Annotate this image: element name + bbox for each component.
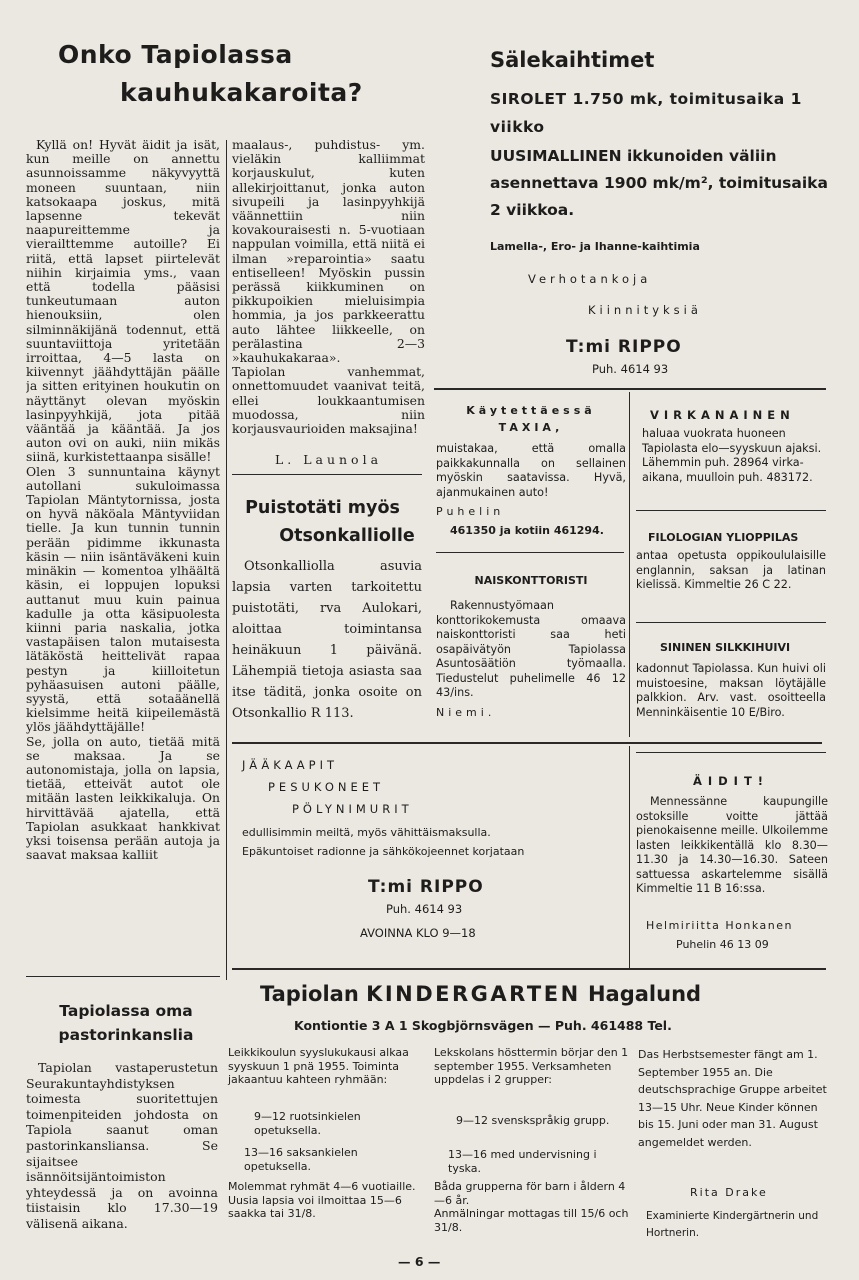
- ad-salekaihtimet-line3: Lamella-, Ero- ja Ihanne-kaihtimia: [490, 240, 700, 253]
- pastorinkanslia-title-line2: pastorinkanslia: [58, 1026, 194, 1044]
- divider: [26, 976, 220, 977]
- ad-naiskonttoristi-text: Rakennustyömaan konttorikokemusta omaava naiskonttoristi saa heti osapäivätyön Tapiolassa Asuntosäätiön työmaalla. Tiedustelut puhelimelle 46 12 43/ins.: [436, 599, 626, 699]
- ad-filologian-heading: FILOLOGIAN YLIOPPILAS: [648, 531, 799, 544]
- ad-jaakaapit-item2: PESUKONEET: [268, 780, 385, 794]
- ad-taxi-heading1: Käytettäessä: [466, 404, 596, 417]
- ad-taxi-phone-label: Puhelin: [436, 505, 505, 518]
- kindergarten-fi-intro: Leikkikoulun syyslukukausi alkaa syyskuun 1 pnä 1955. Toiminta jakaantuu kahteen ryhmään:: [228, 1046, 409, 1086]
- ad-aidit-phone: Puhelin 46 13 09: [676, 938, 769, 951]
- ad-naiskonttoristi-name: Niemi.: [436, 706, 496, 719]
- kindergarten-de-name: Rita Drake: [690, 1186, 768, 1199]
- kindergarten-de-title: Examinierte Kindergärtnerin und Hortnerin.: [646, 1210, 819, 1239]
- page-number: — 6 —: [398, 1254, 441, 1269]
- kindergarten-title: [260, 982, 701, 1006]
- ad-salekaihtimet-line2: UUSIMALLINEN ikkunoiden väliin asennettava 1900 mk/m², toimitusaika 2 viikkoa.: [490, 147, 828, 219]
- kindergarten-fi-group1: 9—12 ruotsinkielen opetuksella.: [254, 1110, 361, 1137]
- ad-taxi-heading2: TAXIA,: [498, 421, 564, 434]
- pastorinkanslia-text: Tapiolan vastaperustetun Seurakuntayhdistyksen toimesta suoritettujen toimenpiteiden johdosta on Tapiola saanut oman pastorinkansliansa. Se sijaitsee isännöitsijäntoimiston yhteydessä ja on avoinna tiistaisin klo 17.30—19 välisenä aikana.: [26, 1060, 218, 1231]
- divider: [636, 752, 826, 753]
- ad-aidit-text: Mennessänne kaupungille ostoksille voitte jättää pienokaisenne meille. Ulkoilemme lasten leikkikentällä klo 8.30—11.30 ja 14.30—16.30. Sateen sattuessa askartelemme sisällä Kimmeltie 11 B 16:ssa.: [636, 795, 828, 895]
- ad-jaakaapit-text2: Epäkuntoiset radionne ja sähkökojeennet korjataan: [242, 845, 525, 858]
- divider: [636, 622, 826, 623]
- ad-salekaihtimet-title: Sälekaihtimet: [490, 48, 655, 72]
- ad-salekaihtimet-company: T:mi RIPPO: [566, 337, 682, 357]
- divider: [436, 552, 624, 553]
- kindergarten-sv-outro: Båda grupperna för barn i åldern 4—6 år. Anmälningar mottagas till 15/6 och 31/8.: [434, 1180, 629, 1234]
- kindergarten-title-main: KINDERGARTEN: [366, 982, 581, 1006]
- kindergarten-title-post: Hagalund: [587, 982, 702, 1006]
- ad-salekaihtimet-kiinnityksia: Kiinnityksiä: [588, 303, 702, 317]
- ad-jaakaapit-item1: JÄÄKAAPIT: [242, 758, 338, 772]
- ad-virkanainen-text: haluaa vuokrata huoneen Tapiolasta elo—syyskuun ajaksi. Lähemmin puh. 28964 virka-aikana, muulloin puh. 483172.: [642, 427, 822, 484]
- ad-jaakaapit-item3: PÖLYNIMURIT: [292, 802, 413, 816]
- ad-naiskonttoristi-heading: NAISKONTTORISTI: [474, 574, 588, 587]
- article-title-line2: kauhukakaroita?: [120, 78, 363, 107]
- ad-aidit-heading: ÄIDIT!: [692, 774, 770, 788]
- ad-virkanainen-heading: VIRKANAINEN: [650, 408, 795, 422]
- column-divider: [629, 392, 630, 737]
- article-signature: L. Launola: [274, 452, 383, 467]
- ad-taxi-phones: 461350 ja kotiin 461294.: [450, 524, 604, 537]
- ad-salekaihtimet-verhotankoja: Verhotankoja: [528, 272, 652, 286]
- kindergarten-title-pre: Tapiolan: [260, 982, 359, 1006]
- article-column-1: Kyllä on! Hyvät äidit ja isät, kun meille on annettu asunnoissamme näkyvyyttä moneen suuntaan, niin katsokaapa joskus, mitä lapsenne tekevät naapureittemme ja vierailttemme autoille? Ei riitä, että lapset piirtelevät niihin kirjaimia yms., vaan että todella pääsisi tunkeutumaan auton hienouksiin, olen silminnäkijänä todennut, että suuntaviittoja yritetään irroittaa, 4—5 lasta on kiivennyt jäähdyttäjän päälle ja sitten erityinen houkutin on näyttänyt olevan myöskin lasinpyyhkijä, jota pitää vääntää ja kääntää. Ja jos auton ovi on auki, niin mikäs siinä, kurkistettaanpa sisälle! Olen 3 sunnuntaina käynyt autollani sukuloimassa Tapiolan Mäntytornissa, josta on hyvä näköala Mäntyviidan tielle. Ja kun tunnin tunnin perään pidimme ikkunasta käsin — niin isäntäväkeni kuin minäkin — komentoa ylhäältä käsin, ei loppujen lopuksi auttanut muu kuin painua kadulle ja otta käsipuolesta kiinni paria naskalia, jotka vastapäisen talon mutaisesta lätäköstä heittelivät rapaa pestyn ja kiilloitetun pyhäasuisen autoni päälle, syystä, että sotaäänellä kielsimme heitä kiipeilemästä ylös jäähdyttäjälle! Se, jolla on auto, tietää mitä se maksaa. Ja se autonomistaja, jolla on lapsia, tietää, etteivät autot ole mitään lasten leikkikaluja. On hirvittävää ajatella, että Tapiolan asukkaat hankkivat yksi toisensa perään autoja ja saavat maksaa kalliit: [26, 138, 220, 863]
- ad-aidit-name: Helmiriitta Honkanen: [646, 919, 793, 932]
- kindergarten-sv-group2: 13—16 med undervisning i tyska.: [448, 1148, 597, 1175]
- divider: [636, 510, 826, 511]
- divider: [232, 968, 826, 970]
- ad-salekaihtimet-phone: Puh. 4614 93: [592, 362, 669, 376]
- kindergarten-fi-outro: Molemmat ryhmät 4—6 vuotiaille. Uusia lapsia voi ilmoittaa 15—6 saakka tai 31/8.: [228, 1180, 416, 1220]
- ad-jaakaapit-company: T:mi RIPPO: [368, 877, 484, 897]
- puistotati-text: Otsonkalliolla asuvia lapsia varten tarkoitettu puistotäti, rva Aulokari, aloittaa toimintansa heinäkuun 1 päivänä. Lähempiä tietoja asiasta saa itse täditä, jonka osoite on Otsonkallio R 113.: [232, 559, 422, 721]
- kindergarten-sv-group1: 9—12 svenskspråkig grupp.: [456, 1114, 610, 1127]
- ad-silkkihuivi-heading: SININEN SILKKIHUIVI: [660, 641, 791, 654]
- puistotati-title-line1: Puistotäti myös: [245, 498, 400, 518]
- puistotati-title-line2: Otsonkalliolle: [279, 526, 415, 546]
- kindergarten-fi-group2: 13—16 saksankielen opetuksella.: [244, 1146, 358, 1173]
- ad-taxi-text: muistakaa, että omalla paikkakunnalla on sellainen myöskin saatavissa. Hyvä, ajanmukainen auto!: [436, 442, 626, 499]
- ad-jaakaapit-hours: AVOINNA KLO 9—18: [360, 926, 476, 940]
- ad-silkkihuivi-text: kadonnut Tapiolassa. Kun huivi oli muistoesine, maksan löytäjälle palkkion. Arv. vast. osoitteella Menninkäisentie 10 E/Biro.: [636, 662, 826, 719]
- article-title-line1: Onko Tapiolassa: [58, 40, 293, 69]
- ad-jaakaapit-phone: Puh. 4614 93: [386, 902, 463, 916]
- column-divider: [629, 746, 630, 968]
- divider: [232, 474, 422, 475]
- kindergarten-address: Kontiontie 3 A 1 Skogbjörnsvägen — Puh. 461488 Tel.: [294, 1018, 672, 1033]
- ad-salekaihtimet-line1: SIROLET 1.750 mk, toimitusaika 1 viikko: [490, 90, 802, 136]
- kindergarten-sv-intro: Lekskolans hösttermin börjar den 1 september 1955. Verksamheten uppdelas i 2 grupper:: [434, 1046, 629, 1086]
- divider: [232, 742, 822, 744]
- article-column-2: maalaus-, puhdistus- ym. vieläkin kalliimmat korjauskulut, kuten allekirjoittanut, jonka auton sivupeili ja lasinpyyhkijä väännettiin niin kovakouraisesti n. 5-vuotiaan nappulan voimilla, että niitä ei ilman »reparointia» saatu entiselleen! Myöskin pussin perässä kiikkuminen on pikkupoikien mieluisimpia hommia, ja jos parkkeerattu auto lähtee liikkeelle, on perälastina 2—3 »kauhukakaraa». Tapiolan vanhemmat, onnettomuudet vaanivat teitä, ellei loukkaantumisen muodossa, niin korjausvaurioiden maksajina!: [232, 138, 425, 437]
- divider: [434, 388, 826, 390]
- ad-filologian-text: antaa opetusta oppikoululaisille englannin, saksan ja latinan kielissä. Kimmeltie 26 C 22.: [636, 549, 826, 591]
- kindergarten-de-text: Das Herbstsemester fängt am 1. September 1955 an. Die deutschsprachige Gruppe arbeitet 13—15 Uhr. Neue Kinder können bis 15. Juni oder man 31. August angemeldet werden.: [638, 1048, 827, 1149]
- column-divider: [226, 140, 227, 980]
- pastorinkanslia-title-line1: Tapiolassa oma: [59, 1002, 193, 1020]
- ad-jaakaapit-text1: edullisimmin meiltä, myös vähittäismaksulla.: [242, 826, 491, 839]
